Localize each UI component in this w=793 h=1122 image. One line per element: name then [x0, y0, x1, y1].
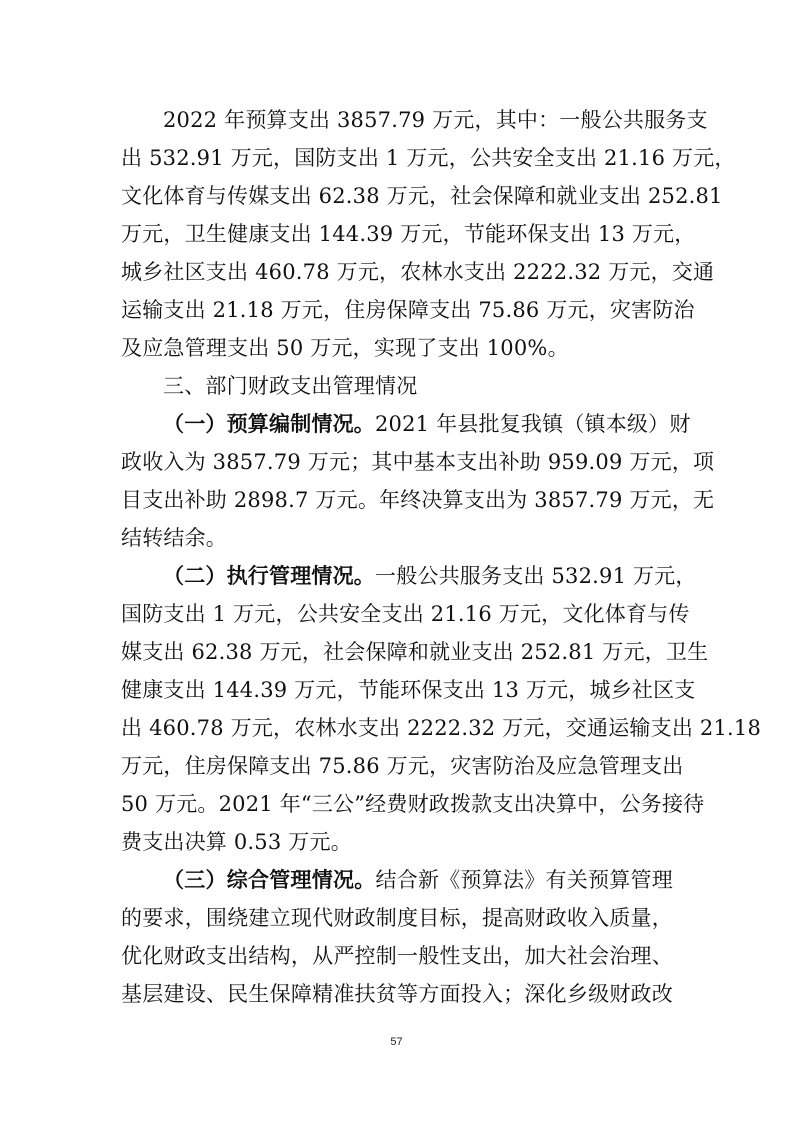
subsection-one-line-3: 目支出补助 2898.7 万元。年终决算支出为 3857.79 万元，无 — [121, 488, 715, 512]
subsection-two-line-5: 出 460.78 万元，农林水支出 2222.32 万元，交通运输支出 21.18 — [121, 716, 762, 740]
subsection-three-line-4: 基层建设、民生保障精准扶贫等方面投入；深化乡级财政改 — [121, 982, 673, 1006]
subsection-three-first-line — [163, 862, 673, 898]
page-number: 57 — [390, 1036, 403, 1048]
subsection-two-line-8: 费支出决算 0.53 万元。 — [121, 830, 352, 854]
subsection-three-text-start: 结合新《预算法》有关预算管理 — [375, 868, 673, 892]
subsection-two-line-7: 50 万元。2021 年“三公”经费财政拨款支出决算中，公务接待 — [121, 792, 705, 816]
paragraph-budget-line-7: 及应急管理支出 50 万元，实现了支出 100%。 — [121, 336, 569, 360]
paragraph-budget-line-4: 万元，卫生健康支出 144.39 万元，节能环保支出 13 万元， — [121, 222, 696, 246]
subsection-three-title: （三）综合管理情况。 — [163, 868, 376, 892]
subsection-one-text-start: 2021 年县批复我镇（镇本级）财 — [375, 412, 691, 436]
subsection-two-title: （二）执行管理情况。 — [163, 564, 375, 588]
subsection-two-line-3: 媒支出 62.38 万元，社会保障和就业支出 252.81 万元，卫生 — [121, 640, 709, 664]
subsection-two-line-4: 健康支出 144.39 万元，节能环保支出 13 万元，城乡社区支 — [121, 678, 696, 702]
paragraph-budget-line-2: 出 532.91 万元，国防支出 1 万元，公共安全支出 21.16 万元， — [121, 146, 736, 170]
paragraph-budget-line-6: 运输支出 21.18 万元，住房保障支出 75.86 万元，灾害防治 — [121, 298, 695, 322]
subsection-three-line-2: 的要求，围绕建立现代财政制度目标，提高财政收入质量， — [121, 906, 673, 930]
subsection-one-line-4: 结转结余。 — [121, 526, 227, 550]
subsection-two-line-6: 万元，住房保障支出 75.86 万元，灾害防治及应急管理支出 — [121, 754, 684, 778]
subsection-two-line-2: 国防支出 1 万元，公共安全支出 21.16 万元，文化体育与传 — [121, 602, 690, 626]
paragraph-budget-line-1: 2022 年预算支出 3857.79 万元，其中：一般公共服务支 — [163, 108, 708, 132]
subsection-two-first-line — [163, 558, 697, 594]
subsection-one-first-line — [163, 406, 691, 442]
subsection-one-line-2: 政收入为 3857.79 万元；其中基本支出补助 959.09 万元，项 — [121, 450, 715, 474]
section-heading-three: 三、部门财政支出管理情况 — [163, 374, 418, 398]
subsection-three-line-3: 优化财政支出结构，从严控制一般性支出，加大社会治理、 — [121, 944, 673, 968]
paragraph-budget-line-3: 文化体育与传媒支出 62.38 万元，社会保障和就业支出 252.81 — [121, 184, 723, 208]
subsection-two-text-start: 一般公共服务支出 532.91 万元， — [375, 564, 697, 588]
paragraph-budget-line-5: 城乡社区支出 460.78 万元，农林水支出 2222.32 万元，交通 — [121, 260, 715, 284]
subsection-one-title: （一）预算编制情况。 — [163, 412, 375, 436]
